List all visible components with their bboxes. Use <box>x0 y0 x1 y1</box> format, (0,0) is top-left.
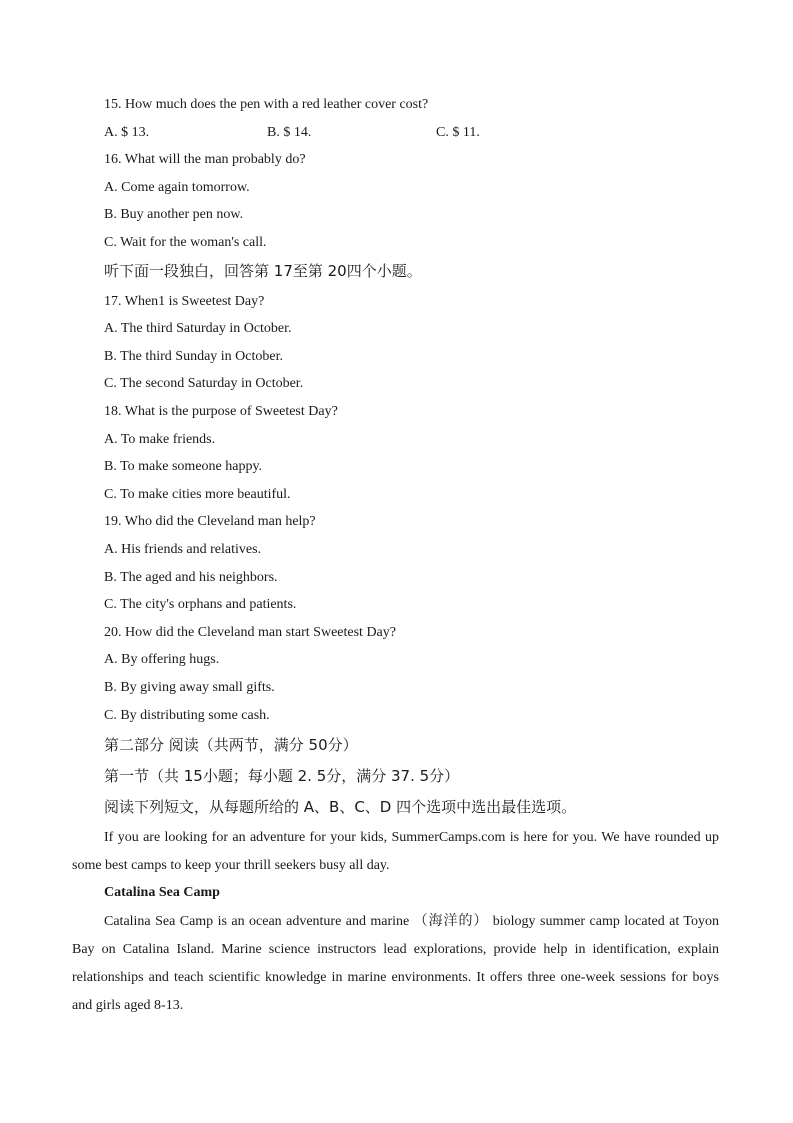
option-15-a: A. $ 13. <box>104 125 150 140</box>
option-17-c: C. The second Saturday in October. <box>104 376 304 391</box>
option-18-c: C. To make cities more beautiful. <box>104 487 291 502</box>
option-17-a: A. The third Saturday in October. <box>104 321 292 336</box>
reading-part-title: 第二部分 阅读（共两节，满分 50分） <box>104 736 358 754</box>
option-15-c: C. $ 11. <box>436 125 480 140</box>
option-19-c: C. The city's orphans and patients. <box>104 597 297 612</box>
question-18: 18. What is the purpose of Sweetest Day? <box>104 404 338 419</box>
option-15-b: B. $ 14. <box>267 125 312 140</box>
question-16: 16. What will the man probably do? <box>104 152 306 167</box>
reading-instruction: 阅读下列短文，从每题所给的 A、B、C、D 四个选项中选出最佳选项。 <box>104 798 577 816</box>
option-16-c: C. Wait for the woman's call. <box>104 235 267 250</box>
reading-intro-paragraph <box>72 824 719 880</box>
camp-text: Catalina Sea Camp is an ocean adventure and marine （海洋的） biology summer camp located at Toyon Bay on Catalina Island. Marine science instructors lead explorations, provide help in identification, explain relationships and teach scientific knowledge in marine environments. It offers three one-week sessions for boys and girls aged 8-13. <box>72 914 719 1013</box>
option-20-a: A. By offering hugs. <box>104 652 220 667</box>
option-16-a: A. Come again tomorrow. <box>104 180 250 195</box>
option-20-b: B. By giving away small gifts. <box>104 680 275 695</box>
option-19-a: A. His friends and relatives. <box>104 542 262 557</box>
question-19: 19. Who did the Cleveland man help? <box>104 514 316 529</box>
option-16-b: B. Buy another pen now. <box>104 207 244 222</box>
option-17-b: B. The third Sunday in October. <box>104 349 283 364</box>
option-18-a: A. To make friends. <box>104 432 216 447</box>
option-19-b: B. The aged and his neighbors. <box>104 570 278 585</box>
camp-paragraph <box>72 908 719 1020</box>
reading-intro-text: If you are looking for an adventure for your kids, SummerCamps.com is here for you. We have rounded up some best camps to keep your thrill seekers busy all day. <box>72 830 719 873</box>
question-15: 15. How much does the pen with a red leather cover cost? <box>104 97 429 112</box>
monologue-instruction: 听下面一段独白，回答第 17至第 20四个小题。 <box>104 262 422 280</box>
reading-section-title: 第一节（共 15小题；每小题 2. 5分，满分 37. 5分） <box>104 767 460 785</box>
option-20-c: C. By distributing some cash. <box>104 708 270 723</box>
question-17: 17. When1 is Sweetest Day? <box>104 294 265 309</box>
option-18-b: B. To make someone happy. <box>104 459 263 474</box>
camp-title: Catalina Sea Camp <box>104 885 220 900</box>
options-15 <box>104 124 724 142</box>
question-20: 20. How did the Cleveland man start Sweetest Day? <box>104 625 396 640</box>
